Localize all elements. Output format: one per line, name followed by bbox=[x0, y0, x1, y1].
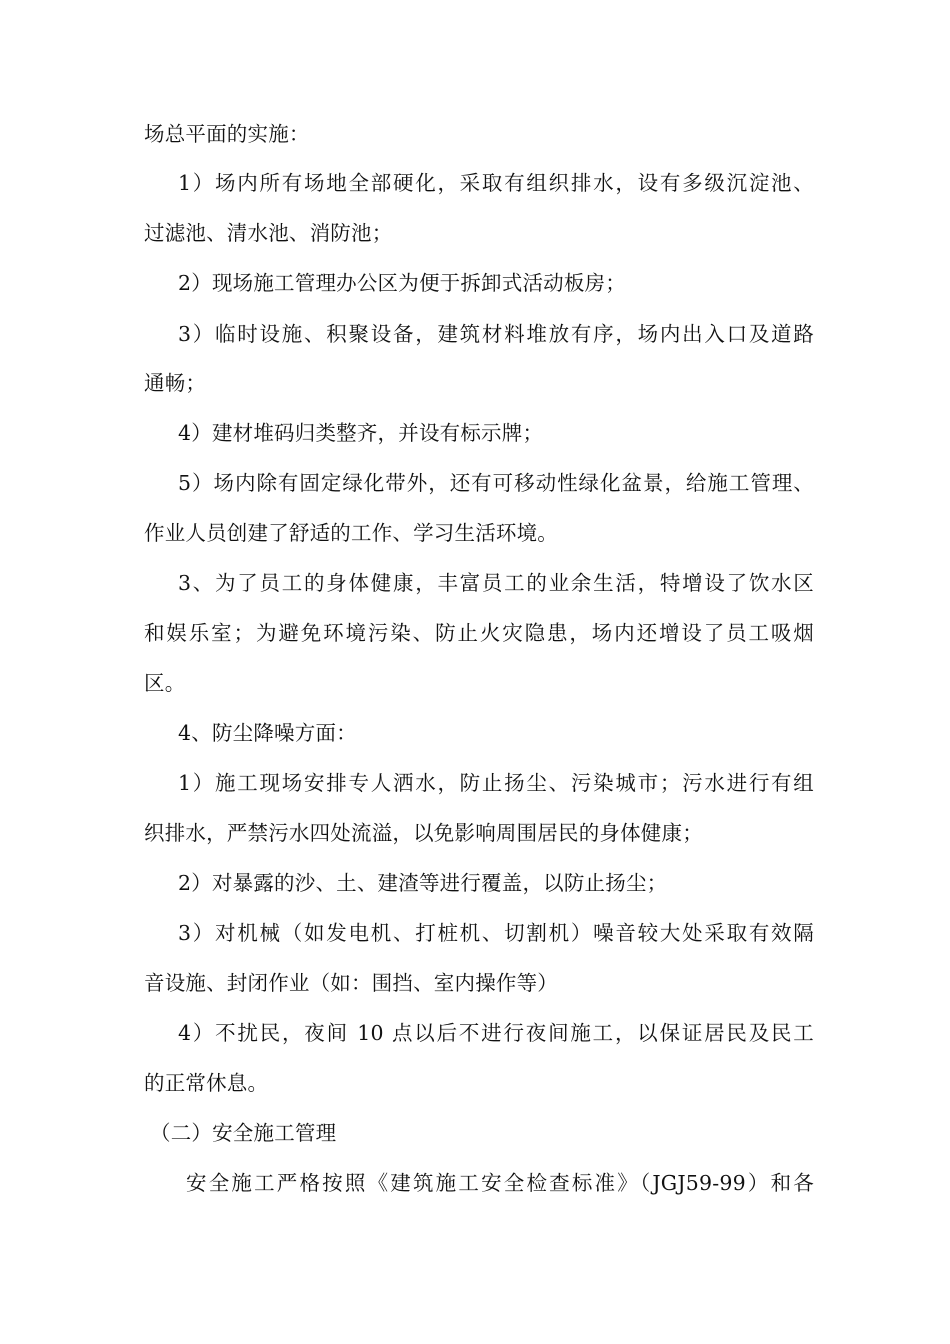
text-line: 4）建材堆码归类整齐，并设有标示牌； bbox=[178, 421, 544, 445]
text-line: 4、防尘降噪方面： bbox=[178, 721, 357, 745]
text-line: 织排水，严禁污水四处流溢，以免影响周围居民的身体健康； bbox=[144, 821, 703, 845]
text-line: 作业人员创建了舒适的工作、学习生活环境。 bbox=[144, 521, 558, 545]
text-line: 3）临时设施、积聚设备，建筑材料堆放有序，场内出入口及道路 bbox=[178, 322, 814, 346]
text-line: 通畅； bbox=[144, 371, 207, 395]
text-line: 4）不扰民，夜间 10 点以后不进行夜间施工，以保证居民及民工 bbox=[178, 1021, 814, 1045]
section-heading: （二）安全施工管理 bbox=[150, 1121, 337, 1145]
text-line: 2）对暴露的沙、土、建渣等进行覆盖，以防止扬尘； bbox=[178, 871, 668, 895]
text-line: 安全施工严格按照《建筑施工安全检查标准》（JGJ59-99）和各 bbox=[186, 1171, 814, 1195]
text-line: 5）场内除有固定绿化带外，还有可移动性绿化盆景，给施工管理、 bbox=[178, 471, 814, 495]
text-line: 音设施、封闭作业（如：围挡、室内操作等） bbox=[144, 971, 558, 995]
text-line: 和娱乐室；为避免环境污染、防止火灾隐患，场内还增设了员工吸烟 bbox=[144, 621, 814, 645]
text-line: 场总平面的实施： bbox=[144, 122, 310, 146]
text-line: 过滤池、清水池、消防池； bbox=[144, 221, 393, 245]
text-line: 1）场内所有场地全部硬化，采取有组织排水，设有多级沉淀池、 bbox=[178, 171, 814, 195]
text-line: 2）现场施工管理办公区为便于拆卸式活动板房； bbox=[178, 271, 626, 295]
text-line: 1）施工现场安排专人洒水，防止扬尘、污染城市；污水进行有组 bbox=[178, 771, 814, 795]
text-line: 3、为了员工的身体健康，丰富员工的业余生活，特增设了饮水区 bbox=[178, 571, 814, 595]
text-line: 的正常休息。 bbox=[144, 1071, 269, 1095]
text-line: 区。 bbox=[144, 671, 186, 695]
text-line: 3）对机械（如发电机、打桩机、切割机）噪音较大处采取有效隔 bbox=[178, 921, 814, 945]
